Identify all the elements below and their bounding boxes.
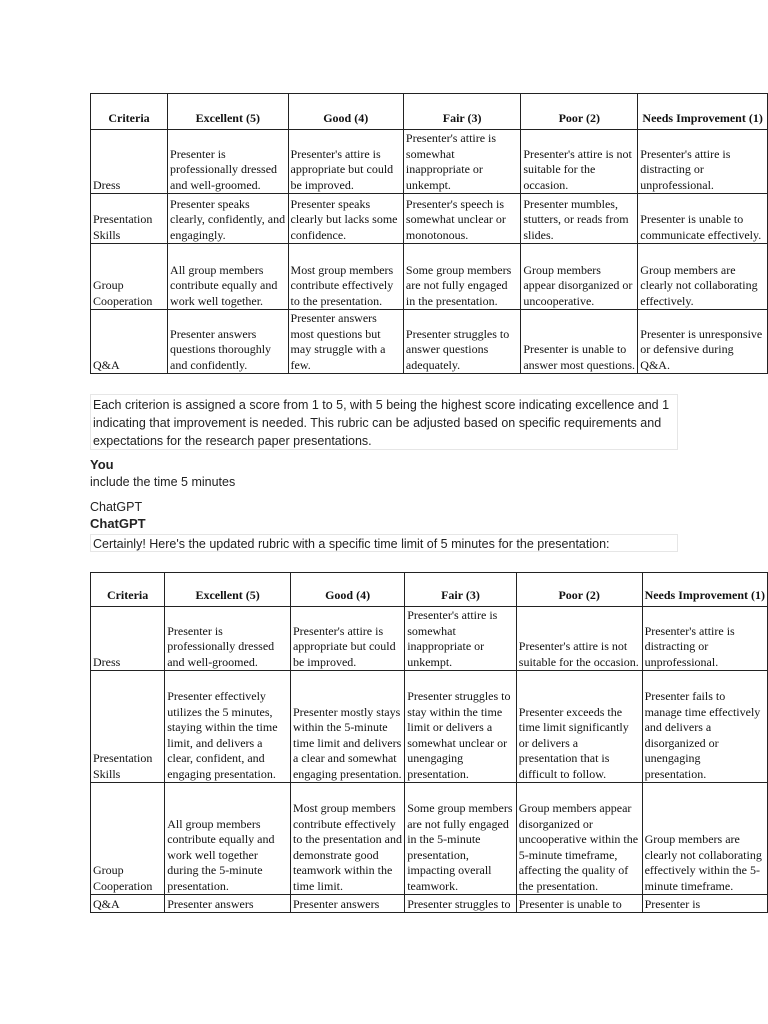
rubric-table-updated: [90, 572, 768, 913]
user-message: include the time 5 minutes: [90, 475, 236, 489]
table-cell: Presenter speaks clearly, confidently, and engagingly.: [168, 194, 288, 244]
criteria-cell: Group Cooperation: [91, 244, 168, 310]
table-cell: Presenter is unable to communicate effectively.: [638, 194, 768, 244]
table-cell: Presenter's attire is somewhat inappropriate or unkempt.: [405, 607, 517, 671]
table-header-row: [91, 573, 768, 607]
table-cell: Presenter is professionally dressed and well-groomed.: [168, 130, 288, 194]
criteria-cell: Q&A: [91, 895, 165, 913]
table-row: [91, 130, 768, 194]
assistant-label: ChatGPT: [90, 500, 143, 514]
table-cell: Presenter fails to manage time effectively and delivers a disorganized or unengaging presentation.: [642, 671, 767, 783]
header-fair: Fair (3): [405, 573, 517, 607]
table-cell: Presenter's attire is distracting or unprofessional.: [642, 607, 767, 671]
table-cell: Presenter speaks clearly but lacks some confidence.: [288, 194, 403, 244]
table-cell: Presenter exceeds the time limit significantly or delivers a presentation that is difficult to follow.: [516, 671, 642, 783]
table-cell: Presenter is unable to: [516, 895, 642, 913]
table-cell: All group members contribute equally and work well together during the 5-minute presentation.: [165, 783, 291, 895]
table-cell: Group members appear disorganized or uncooperative.: [521, 244, 638, 310]
table-cell: Group members are clearly not collaborating effectively.: [638, 244, 768, 310]
table-cell: Presenter struggles to stay within the time limit or delivers a somewhat unclear or unengaging presentation.: [405, 671, 517, 783]
table-cell: Presenter struggles to answer questions adequately.: [403, 310, 520, 374]
table-cell: Presenter's attire is appropriate but could be improved.: [288, 130, 403, 194]
table-cell: Group members appear disorganized or uncooperative within the 5-minute timeframe, affecting the quality of the presentation.: [516, 783, 642, 895]
user-name-label: You: [90, 457, 114, 472]
header-poor: Poor (2): [521, 94, 638, 130]
table-cell: Some group members are not fully engaged in the presentation.: [403, 244, 520, 310]
table-cell: Group members are clearly not collaborating effectively within the 5-minute timeframe.: [642, 783, 767, 895]
table-cell: Some group members are not fully engaged in the 5-minute presentation, impacting overall teamwork.: [405, 783, 517, 895]
table-cell: Most group members contribute effectively to the presentation.: [288, 244, 403, 310]
table-cell: Presenter is: [642, 895, 767, 913]
table-cell: Most group members contribute effectively to the presentation and demonstrate good teamwork within the time limit.: [290, 783, 404, 895]
table-cell: Presenter's attire is somewhat inappropriate or unkempt.: [403, 130, 520, 194]
header-criteria: Criteria: [91, 573, 165, 607]
explanation-paragraph: Each criterion is assigned a score from 1 to 5, with 5 being the highest score indicating excellence and 1 indicating that improvement is needed. This rubric can be adjusted based on specific requirements and expectations for the research paper presentations.: [90, 394, 678, 450]
header-needs-improvement: Needs Improvement (1): [638, 94, 768, 130]
table-row: [91, 895, 768, 913]
table-cell: Presenter's speech is somewhat unclear or monotonous.: [403, 194, 520, 244]
table-row: [91, 194, 768, 244]
assistant-reply: Certainly! Here's the updated rubric with a specific time limit of 5 minutes for the presentation:: [90, 534, 678, 552]
table-cell: Presenter answers most questions but may struggle with a few.: [288, 310, 403, 374]
table-cell: Presenter effectively utilizes the 5 minutes, staying within the time limit, and delivers a clear, confident, and engaging presentation.: [165, 671, 291, 783]
table-row: [91, 671, 768, 783]
header-excellent: Excellent (5): [168, 94, 288, 130]
header-criteria: Criteria: [91, 94, 168, 130]
header-fair: Fair (3): [403, 94, 520, 130]
criteria-cell: Dress: [91, 130, 168, 194]
table-cell: Presenter is unable to answer most questions.: [521, 310, 638, 374]
table-row: [91, 783, 768, 895]
header-needs-improvement: Needs Improvement (1): [642, 573, 767, 607]
table-cell: Presenter mumbles, stutters, or reads from slides.: [521, 194, 638, 244]
criteria-cell: Dress: [91, 607, 165, 671]
criteria-cell: Q&A: [91, 310, 168, 374]
table-cell: Presenter struggles to: [405, 895, 517, 913]
table-row: [91, 607, 768, 671]
table-row: [91, 244, 768, 310]
table-cell: All group members contribute equally and work well together.: [168, 244, 288, 310]
table-cell: Presenter's attire is distracting or unprofessional.: [638, 130, 768, 194]
table-header-row: [91, 94, 768, 130]
assistant-name: ChatGPT: [90, 516, 146, 531]
table-cell: Presenter mostly stays within the 5-minute time limit and delivers a clear and somewhat engaging presentation.: [290, 671, 404, 783]
table-cell: Presenter's attire is not suitable for the occasion.: [521, 130, 638, 194]
table-cell: Presenter's attire is appropriate but could be improved.: [290, 607, 404, 671]
criteria-cell: Presentation Skills: [91, 671, 165, 783]
criteria-cell: Presentation Skills: [91, 194, 168, 244]
table-cell: Presenter's attire is not suitable for the occasion.: [516, 607, 642, 671]
table-cell: Presenter answers: [165, 895, 291, 913]
header-excellent: Excellent (5): [165, 573, 291, 607]
header-good: Good (4): [288, 94, 403, 130]
table-row: [91, 310, 768, 374]
header-poor: Poor (2): [516, 573, 642, 607]
table-cell: Presenter answers: [290, 895, 404, 913]
table-cell: Presenter is professionally dressed and well-groomed.: [165, 607, 291, 671]
criteria-cell: Group Cooperation: [91, 783, 165, 895]
rubric-table-original: [90, 93, 768, 374]
table-cell: Presenter answers questions thoroughly and confidently.: [168, 310, 288, 374]
header-good: Good (4): [290, 573, 404, 607]
table-cell: Presenter is unresponsive or defensive during Q&A.: [638, 310, 768, 374]
